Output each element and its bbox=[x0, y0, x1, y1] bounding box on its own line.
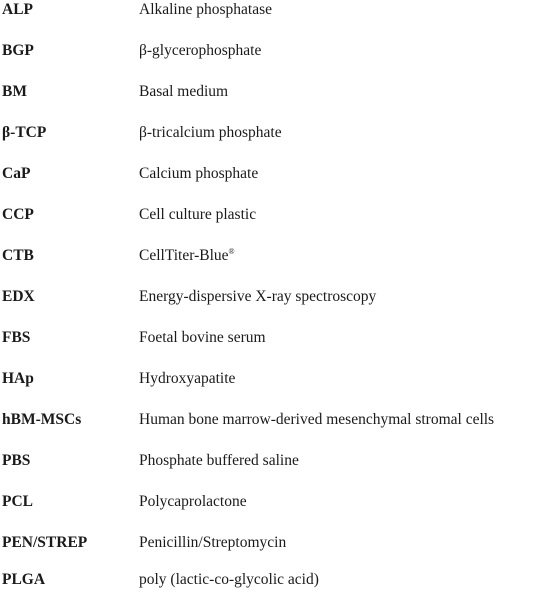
abbreviation-term: ALP bbox=[2, 1, 33, 18]
abbreviation-definition: Foetal bovine serum bbox=[139, 329, 266, 346]
abbreviation-row bbox=[0, 164, 558, 188]
abbreviation-row bbox=[0, 570, 558, 594]
abbreviation-definition: Hydroxyapatite bbox=[139, 370, 236, 387]
abbreviation-term: hBM-MSCs bbox=[2, 411, 82, 428]
abbreviation-row bbox=[0, 492, 558, 516]
abbreviation-definition: β-glycerophosphate bbox=[139, 42, 262, 59]
abbreviation-term: CCP bbox=[2, 206, 34, 223]
registered-mark: ® bbox=[228, 246, 235, 256]
abbreviation-row bbox=[0, 82, 558, 106]
abbreviation-definition: Basal medium bbox=[139, 83, 229, 100]
abbreviation-definition: Energy-dispersive X-ray spectroscopy bbox=[139, 288, 377, 305]
abbreviation-term: PCL bbox=[2, 493, 33, 510]
abbreviation-definition: Alkaline phosphatase bbox=[139, 1, 273, 18]
abbreviation-term: PLGA bbox=[2, 571, 46, 588]
abbreviation-term: CTB bbox=[2, 247, 34, 264]
abbreviation-row bbox=[0, 0, 558, 24]
abbreviation-definition: Human bone marrow-derived mesenchymal stromal cells bbox=[139, 411, 495, 428]
abbreviation-row bbox=[0, 369, 558, 393]
abbreviation-term: PBS bbox=[2, 452, 31, 469]
abbreviation-row bbox=[0, 328, 558, 352]
definition-text: CellTiter-Blue bbox=[139, 247, 229, 264]
abbreviation-definition: Penicillin/Streptomycin bbox=[139, 534, 287, 551]
abbreviation-row bbox=[0, 246, 558, 270]
abbreviation-term: CaP bbox=[2, 165, 31, 182]
abbreviation-definition: Phosphate buffered saline bbox=[139, 452, 299, 469]
abbreviation-definition bbox=[139, 246, 235, 266]
abbreviation-term: FBS bbox=[2, 329, 31, 346]
abbreviation-term: BM bbox=[2, 83, 27, 100]
abbreviation-definition: Polycaprolactone bbox=[139, 493, 247, 510]
abbreviation-row bbox=[0, 410, 558, 434]
abbreviation-definition: Cell culture plastic bbox=[139, 206, 257, 223]
abbreviation-term: BGP bbox=[2, 42, 34, 59]
abbreviation-row bbox=[0, 123, 558, 147]
abbreviation-definition: poly (lactic-co-glycolic acid) bbox=[139, 571, 319, 588]
abbreviation-row bbox=[0, 205, 558, 229]
abbreviation-term: EDX bbox=[2, 288, 35, 305]
abbreviation-term: PEN/STREP bbox=[2, 534, 88, 551]
abbreviation-row bbox=[0, 41, 558, 65]
abbreviation-row bbox=[0, 287, 558, 311]
abbreviation-row bbox=[0, 533, 558, 557]
abbreviation-definition: β-tricalcium phosphate bbox=[139, 124, 282, 141]
abbreviation-definition: Calcium phosphate bbox=[139, 165, 259, 182]
abbreviation-term: β-TCP bbox=[2, 124, 47, 141]
abbreviation-row bbox=[0, 451, 558, 475]
abbreviation-term: HAp bbox=[2, 370, 34, 387]
